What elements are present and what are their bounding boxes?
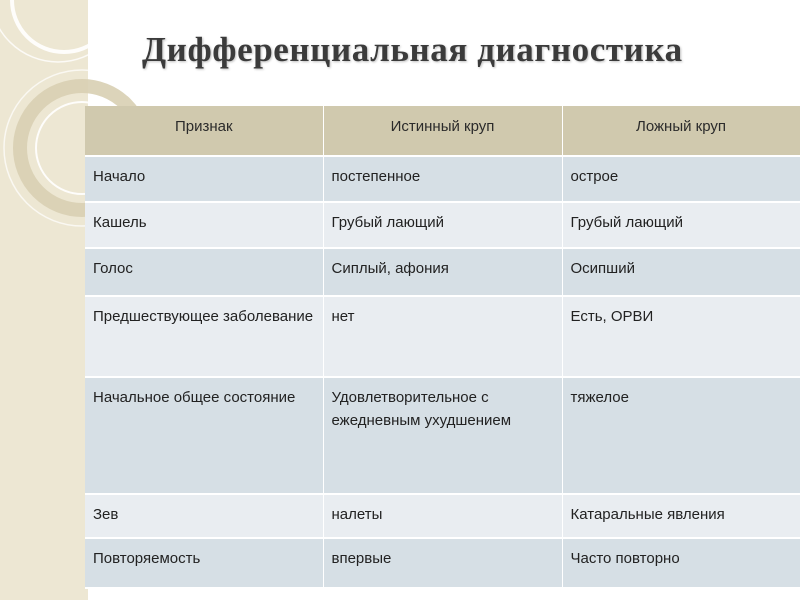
table-cell: Начало <box>85 156 323 202</box>
table-row <box>85 494 800 538</box>
table-row <box>85 538 800 588</box>
table-cell: Зев <box>85 494 323 538</box>
table-cell: Предшествующее заболевание <box>85 296 323 377</box>
table-cell: Удовлетворительное с ежедневным ухудшением <box>323 377 562 494</box>
table-cell: Грубый лающий <box>562 202 800 248</box>
table-row <box>85 248 800 296</box>
table-cell: нет <box>323 296 562 377</box>
table-cell: постепенное <box>323 156 562 202</box>
table-cell: Начальное общее состояние <box>85 377 323 494</box>
differential-diagnosis-table <box>85 106 800 589</box>
table-row <box>85 202 800 248</box>
table-cell: Катаральные явления <box>562 494 800 538</box>
table-cell: налеты <box>323 494 562 538</box>
page-title: Дифференциальная диагностика <box>142 30 683 69</box>
table-cell: Повторяемость <box>85 538 323 588</box>
table-cell: острое <box>562 156 800 202</box>
table-cell: Есть, ОРВИ <box>562 296 800 377</box>
table-header-row <box>85 106 800 156</box>
table-cell: впервые <box>323 538 562 588</box>
table-cell: Сиплый, афония <box>323 248 562 296</box>
table-cell: Грубый лающий <box>323 202 562 248</box>
table-cell: Голос <box>85 248 323 296</box>
column-header-false-croup: Ложный круп <box>562 106 800 156</box>
table-cell: тяжелое <box>562 377 800 494</box>
column-header-true-croup: Истинный круп <box>323 106 562 156</box>
table-cell: Кашель <box>85 202 323 248</box>
table-row <box>85 156 800 202</box>
column-header-sign: Признак <box>85 106 323 156</box>
table-cell: Осипший <box>562 248 800 296</box>
table-row <box>85 296 800 377</box>
table-row <box>85 377 800 494</box>
table-cell: Часто повторно <box>562 538 800 588</box>
